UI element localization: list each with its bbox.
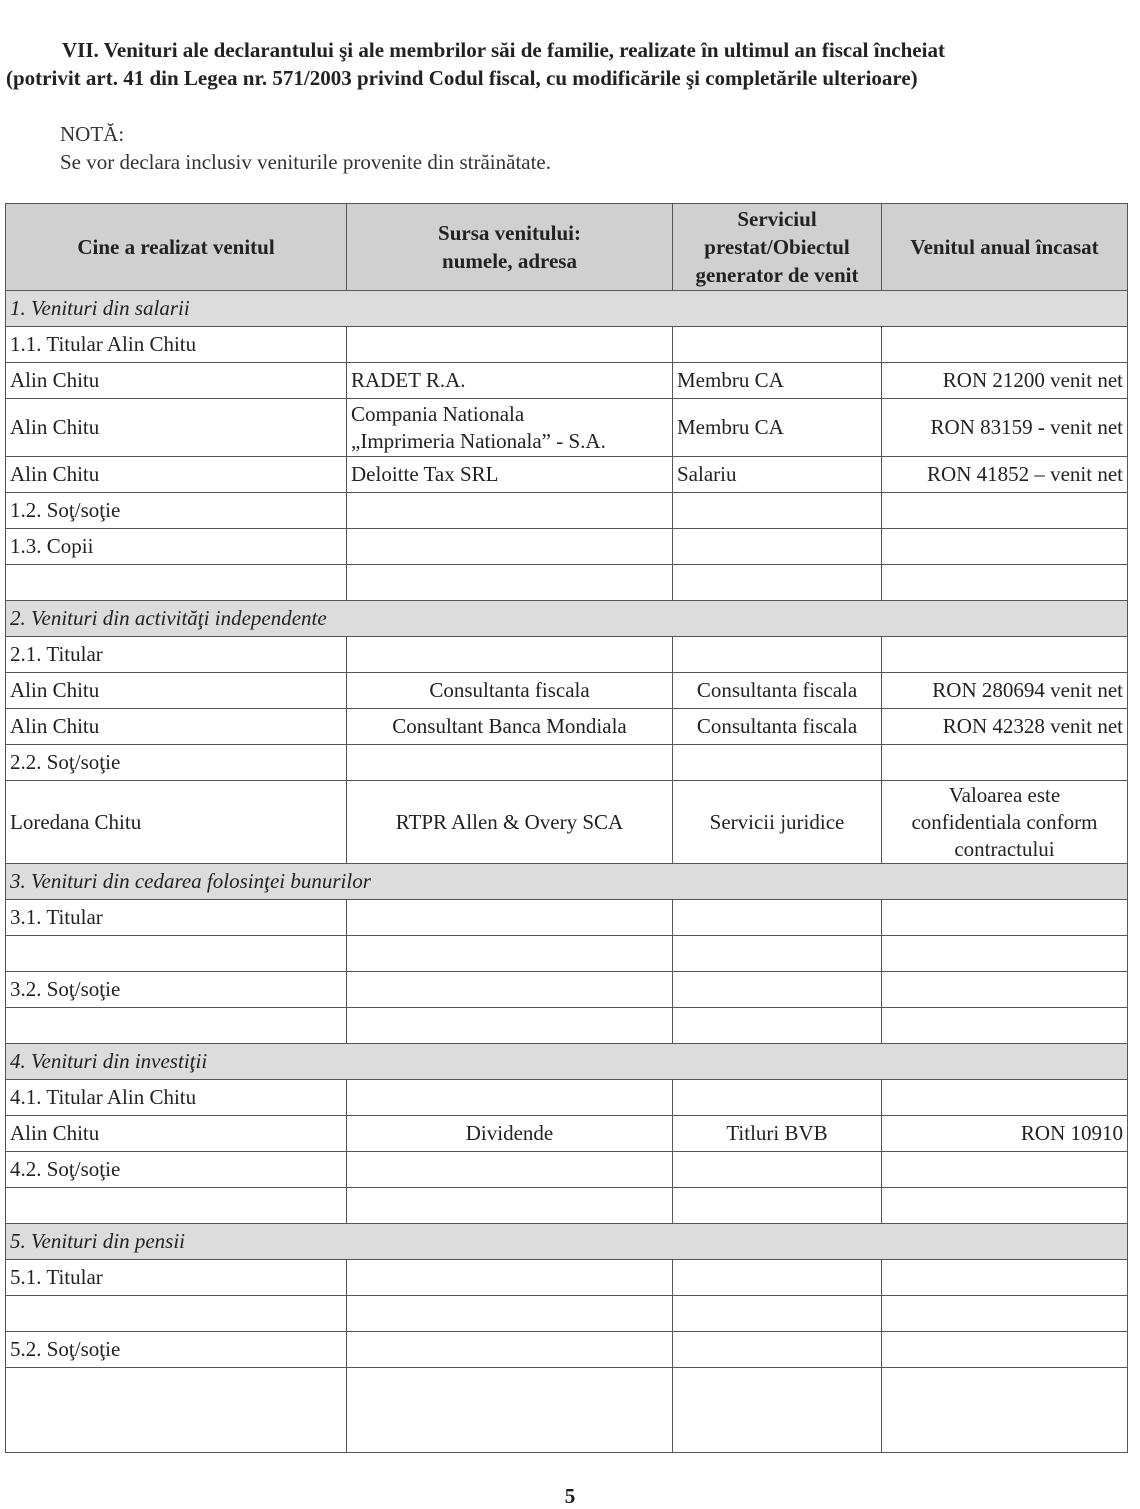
row-label: 1.2. Soţ/soţie [6, 493, 347, 529]
page-number: 5 [564, 1484, 576, 1508]
table-row [6, 781, 1128, 864]
row-label: 2.1. Titular [6, 637, 347, 673]
table-row-empty [6, 1188, 1128, 1224]
header-source [347, 204, 673, 291]
cell-income-line-1: Valoarea este [948, 782, 1061, 807]
cell-service: Titluri BVB [673, 1116, 882, 1152]
table-row [6, 457, 1128, 493]
row-label: 2.2. Soţ/soţie [6, 745, 347, 781]
table-row [6, 1260, 1128, 1296]
cell-source: RADET R.A. [347, 363, 673, 399]
section-row-salaries [6, 291, 1128, 327]
row-label: 4.2. Soţ/soţie [6, 1152, 347, 1188]
cell-who: Alin Chitu [6, 399, 347, 457]
cell-source: RTPR Allen & Overy SCA [347, 781, 673, 864]
cell-source: Deloitte Tax SRL [347, 457, 673, 493]
cell-income-line-3: contractului [954, 836, 1055, 861]
cell-service: Membru CA [673, 363, 882, 399]
cell-service: Membru CA [673, 399, 882, 457]
table-row-empty [6, 1296, 1128, 1332]
cell-service: Consultanta fiscala [673, 709, 882, 745]
cell-income: RON 280694 venit net [882, 673, 1128, 709]
table-row-empty [6, 1368, 1128, 1453]
table-row [6, 327, 1128, 363]
cell-income: RON 42328 venit net [882, 709, 1128, 745]
cell-who: Alin Chitu [6, 709, 347, 745]
cell-who: Alin Chitu [6, 457, 347, 493]
cell-who: Alin Chitu [6, 673, 347, 709]
cell-source-line-1: Compania Nationala [351, 401, 525, 426]
cell-income-line-2: confidentiala conform [911, 809, 1098, 834]
table-row [6, 745, 1128, 781]
heading-line-1: VII. Venituri ale declarantului şi ale membrilor săi de familie, realizate în ultimul an fiscal încheiat [62, 38, 945, 62]
table-row [6, 1116, 1128, 1152]
row-label: 4.1. Titular Alin Chitu [6, 1080, 347, 1116]
header-income: Venitul anual încasat [882, 204, 1128, 291]
section-row-pensions [6, 1224, 1128, 1260]
header-who: Cine a realizat venitul [6, 204, 347, 291]
cell-source [347, 399, 673, 457]
section-heading [6, 36, 1136, 92]
table-row [6, 637, 1128, 673]
row-label: 5.2. Soţ/soţie [6, 1332, 347, 1368]
cell-source: Consultant Banca Mondiala [347, 709, 673, 745]
cell-who: Alin Chitu [6, 1116, 347, 1152]
table-row [6, 900, 1128, 936]
table-row [6, 1152, 1128, 1188]
header-service-line-2: prestat/Obiectul [704, 235, 850, 259]
table-row-empty [6, 565, 1128, 601]
cell-service: Consultanta fiscala [673, 673, 882, 709]
row-label: 3.1. Titular [6, 900, 347, 936]
table-row-empty [6, 936, 1128, 972]
header-service-line-1: Serviciul [737, 207, 817, 231]
header-source-line-1: Sursa venitului: [438, 221, 581, 245]
section-title: 5. Venituri din pensii [6, 1224, 1128, 1260]
table-row [6, 1080, 1128, 1116]
row-label: 1.1. Titular Alin Chitu [6, 327, 347, 363]
section-title: 2. Venituri din activităţi independente [6, 601, 1128, 637]
table-row [6, 399, 1128, 457]
table-row [6, 529, 1128, 565]
cell-service: Salariu [673, 457, 882, 493]
table-row [6, 493, 1128, 529]
cell-income: RON 41852 – venit net [882, 457, 1128, 493]
heading-line-2: (potrivit art. 41 din Legea nr. 571/2003 privind Codul fiscal, cu modificările şi completările ulterioare) [6, 66, 918, 90]
table-header-row [6, 204, 1128, 291]
cell-source: Consultanta fiscala [347, 673, 673, 709]
row-label: 3.2. Soţ/soţie [6, 972, 347, 1008]
row-label: 5.1. Titular [6, 1260, 347, 1296]
section-row-independent [6, 601, 1128, 637]
cell-income: RON 83159 - venit net [882, 399, 1128, 457]
table-row [6, 709, 1128, 745]
section-title: 1. Venituri din salarii [6, 291, 1128, 327]
table-row-empty [6, 1008, 1128, 1044]
cell-who: Loredana Chitu [6, 781, 347, 864]
income-table [5, 203, 1128, 1453]
cell-service: Servicii juridice [673, 781, 882, 864]
header-service-line-3: generator de venit [695, 263, 859, 287]
table-row [6, 972, 1128, 1008]
table-row [6, 363, 1128, 399]
cell-income: RON 10910 [882, 1116, 1128, 1152]
section-title: 3. Venituri din cedarea folosinţei bunurilor [6, 864, 1128, 900]
header-source-line-2: numele, adresa [442, 249, 577, 273]
note-block [60, 120, 551, 176]
note-label: NOTĂ: [60, 122, 125, 146]
row-label: 1.3. Copii [6, 529, 347, 565]
section-title: 4. Venituri din investiţii [6, 1044, 1128, 1080]
section-row-investments [6, 1044, 1128, 1080]
cell-income: RON 21200 venit net [882, 363, 1128, 399]
table-row [6, 1332, 1128, 1368]
section-row-rentals [6, 864, 1128, 900]
cell-source-line-2: „Imprimeria Nationala” - S.A. [351, 428, 606, 453]
note-text: Se vor declara inclusiv veniturile provenite din străinătate. [60, 150, 551, 174]
cell-who: Alin Chitu [6, 363, 347, 399]
header-service [673, 204, 882, 291]
cell-source: Dividende [347, 1116, 673, 1152]
table-row [6, 673, 1128, 709]
cell-income [882, 781, 1128, 864]
